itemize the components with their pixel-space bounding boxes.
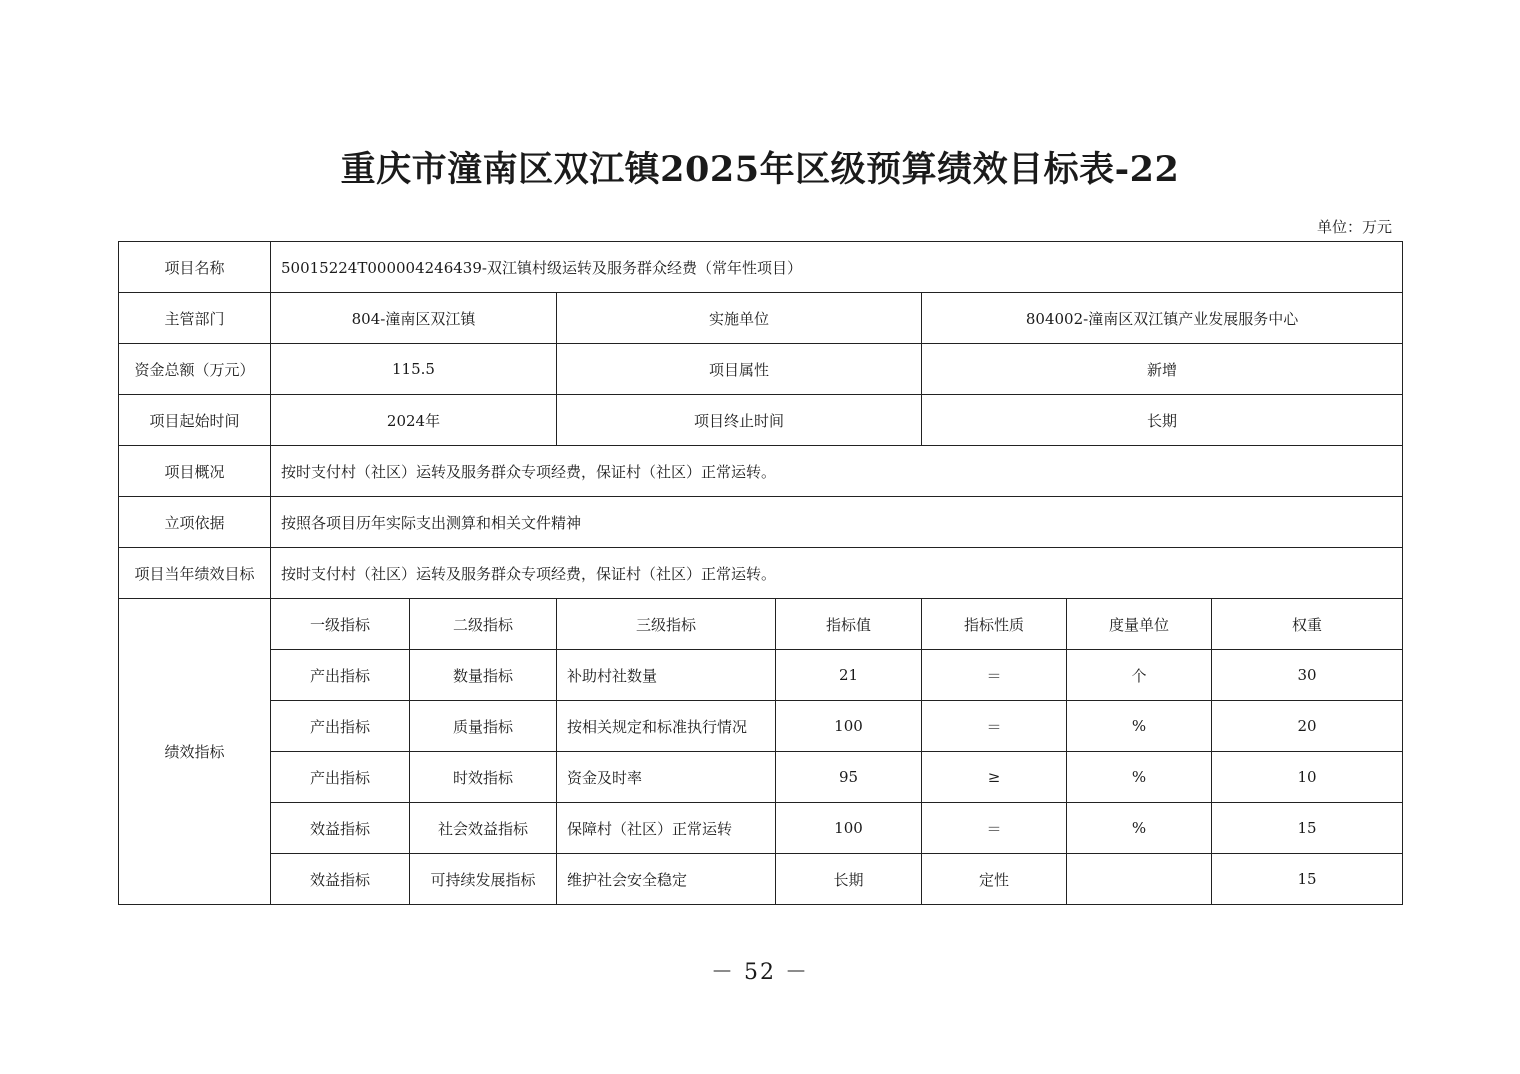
- funds-label: 资金总额（万元）: [119, 344, 271, 395]
- level2-cell: 质量指标: [410, 701, 557, 752]
- row-basis: [119, 497, 1403, 548]
- weight-cell: 20: [1212, 701, 1403, 752]
- dept-label: 主管部门: [119, 293, 271, 344]
- level3-cell: 按相关规定和标准执行情况: [557, 701, 776, 752]
- row-department: [119, 293, 1403, 344]
- basis-value: 按照各项目历年实际支出测算和相关文件精神: [271, 497, 1403, 548]
- goal-label: 项目当年绩效目标: [119, 548, 271, 599]
- header-level2: 二级指标: [410, 599, 557, 650]
- indicator-row: [119, 854, 1403, 905]
- value-cell: 长期: [776, 854, 922, 905]
- end-label: 项目终止时间: [557, 395, 922, 446]
- project-name-value: 50015224T000004246439-双江镇村级运转及服务群众经费（常年性项目）: [271, 242, 1403, 293]
- basis-label: 立项依据: [119, 497, 271, 548]
- unit-cell: %: [1067, 701, 1212, 752]
- dept-value: 804-潼南区双江镇: [271, 293, 557, 344]
- value-cell: 95: [776, 752, 922, 803]
- unit-cell: 个: [1067, 650, 1212, 701]
- weight-cell: 30: [1212, 650, 1403, 701]
- level1-cell: 产出指标: [271, 650, 410, 701]
- weight-cell: 15: [1212, 854, 1403, 905]
- value-cell: 21: [776, 650, 922, 701]
- indicators-label: 绩效指标: [119, 599, 271, 905]
- indicator-row: [119, 701, 1403, 752]
- header-nature: 指标性质: [922, 599, 1067, 650]
- level2-cell: 可持续发展指标: [410, 854, 557, 905]
- nature-cell: ≥: [922, 752, 1067, 803]
- level2-cell: 时效指标: [410, 752, 557, 803]
- level3-cell: 保障村（社区）正常运转: [557, 803, 776, 854]
- performance-table: [118, 241, 1403, 905]
- header-weight: 权重: [1212, 599, 1403, 650]
- level2-cell: 社会效益指标: [410, 803, 557, 854]
- indicator-header-row: [119, 599, 1403, 650]
- attr-label: 项目属性: [557, 344, 922, 395]
- row-time: [119, 395, 1403, 446]
- page-title: 重庆市潼南区双江镇2025年区级预算绩效目标表-22: [340, 149, 1180, 190]
- end-value: 长期: [922, 395, 1403, 446]
- row-project-name: [119, 242, 1403, 293]
- header-unit: 度量单位: [1067, 599, 1212, 650]
- impl-value: 804002-潼南区双江镇产业发展服务中心: [922, 293, 1403, 344]
- overview-value: 按时支付村（社区）运转及服务群众专项经费，保证村（社区）正常运转。: [271, 446, 1403, 497]
- row-funds: [119, 344, 1403, 395]
- funds-value: 115.5: [271, 344, 557, 395]
- nature-cell: 定性: [922, 854, 1067, 905]
- goal-value: 按时支付村（社区）运转及服务群众专项经费，保证村（社区）正常运转。: [271, 548, 1403, 599]
- nature-cell: ＝: [922, 650, 1067, 701]
- project-name-label: 项目名称: [119, 242, 271, 293]
- impl-label: 实施单位: [557, 293, 922, 344]
- header-level3: 三级指标: [557, 599, 776, 650]
- level1-cell: 效益指标: [271, 854, 410, 905]
- page-number: － 52 －: [711, 960, 809, 985]
- indicator-row: [119, 650, 1403, 701]
- indicator-row: [119, 803, 1403, 854]
- level1-cell: 产出指标: [271, 752, 410, 803]
- header-level1: 一级指标: [271, 599, 410, 650]
- level3-cell: 补助村社数量: [557, 650, 776, 701]
- nature-cell: ＝: [922, 701, 1067, 752]
- unit-cell: %: [1067, 752, 1212, 803]
- level3-cell: 资金及时率: [557, 752, 776, 803]
- start-label: 项目起始时间: [119, 395, 271, 446]
- indicator-row: [119, 752, 1403, 803]
- header-value: 指标值: [776, 599, 922, 650]
- nature-cell: ＝: [922, 803, 1067, 854]
- attr-value: 新增: [922, 344, 1403, 395]
- level1-cell: 产出指标: [271, 701, 410, 752]
- weight-cell: 15: [1212, 803, 1403, 854]
- overview-label: 项目概况: [119, 446, 271, 497]
- row-goal: [119, 548, 1403, 599]
- level3-cell: 维护社会安全稳定: [557, 854, 776, 905]
- start-value: 2024年: [271, 395, 557, 446]
- value-cell: 100: [776, 803, 922, 854]
- level2-cell: 数量指标: [410, 650, 557, 701]
- level1-cell: 效益指标: [271, 803, 410, 854]
- row-overview: [119, 446, 1403, 497]
- unit-cell: [1067, 854, 1212, 905]
- unit-cell: %: [1067, 803, 1212, 854]
- value-cell: 100: [776, 701, 922, 752]
- unit-label: 单位：万元: [1316, 218, 1392, 236]
- weight-cell: 10: [1212, 752, 1403, 803]
